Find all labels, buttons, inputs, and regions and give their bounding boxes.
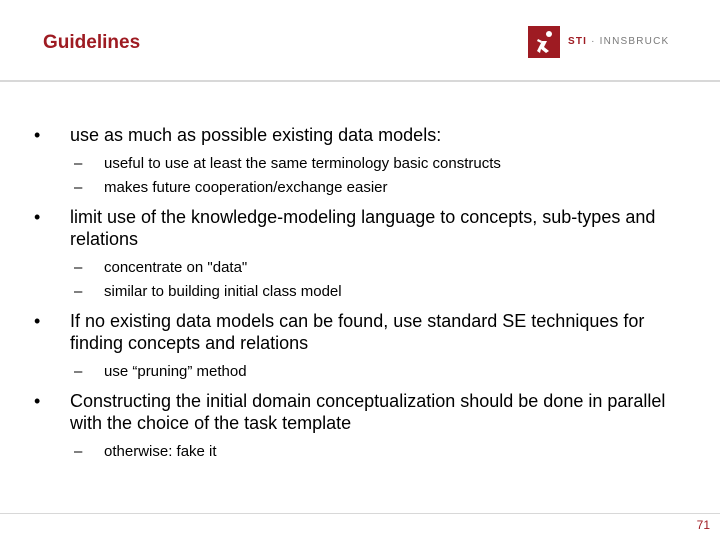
sub-list	[34, 256, 694, 304]
bullet-icon: •	[34, 311, 41, 331]
bullet-text: Constructing the initial domain conceptualization should be done in parallel with the choice of the task template	[70, 391, 666, 433]
page-number: 71	[696, 518, 710, 532]
sub-item: – similar to building initial class model	[34, 280, 694, 304]
sub-list	[34, 440, 694, 464]
bullet-icon: •	[34, 125, 41, 145]
dash-icon: –	[74, 443, 83, 460]
bullet-item	[34, 310, 694, 354]
footer-divider	[0, 513, 720, 514]
bullet-text: use as much as possible existing data models:	[70, 125, 442, 145]
sub-item: – useful to use at least the same terminology basic constructs	[34, 152, 694, 176]
sub-item: – concentrate on "data"	[34, 256, 694, 280]
bullet-icon: •	[34, 391, 41, 411]
bullet-text: limit use of the knowledge-modeling language to concepts, sub-types and relations	[70, 207, 656, 249]
bullet-text: If no existing data models can be found, use standard SE techniques for finding concepts and relations	[70, 311, 645, 353]
sub-item: – use “pruning” method	[34, 360, 694, 384]
logo	[528, 26, 669, 58]
dash-icon: –	[74, 155, 83, 172]
dash-icon: –	[74, 283, 83, 300]
dash-icon: –	[74, 259, 83, 276]
dash-icon: –	[74, 363, 83, 380]
dash-icon: –	[74, 179, 83, 196]
logo-text: STI · INNSBRUCK	[568, 36, 670, 47]
bullet-icon: •	[34, 207, 41, 227]
sub-item: – otherwise: fake it	[34, 440, 694, 464]
sti-figure-icon	[528, 26, 560, 58]
bullet-item	[34, 390, 694, 434]
sub-item: – makes future cooperation/exchange easier	[34, 176, 694, 200]
header-divider	[0, 80, 720, 82]
bullet-item	[34, 206, 694, 250]
bullet-list	[34, 124, 694, 470]
header	[0, 0, 720, 80]
bullet-item	[34, 124, 694, 146]
page-title: Guidelines	[43, 32, 141, 53]
sub-list	[34, 152, 694, 200]
sub-list	[34, 360, 694, 384]
